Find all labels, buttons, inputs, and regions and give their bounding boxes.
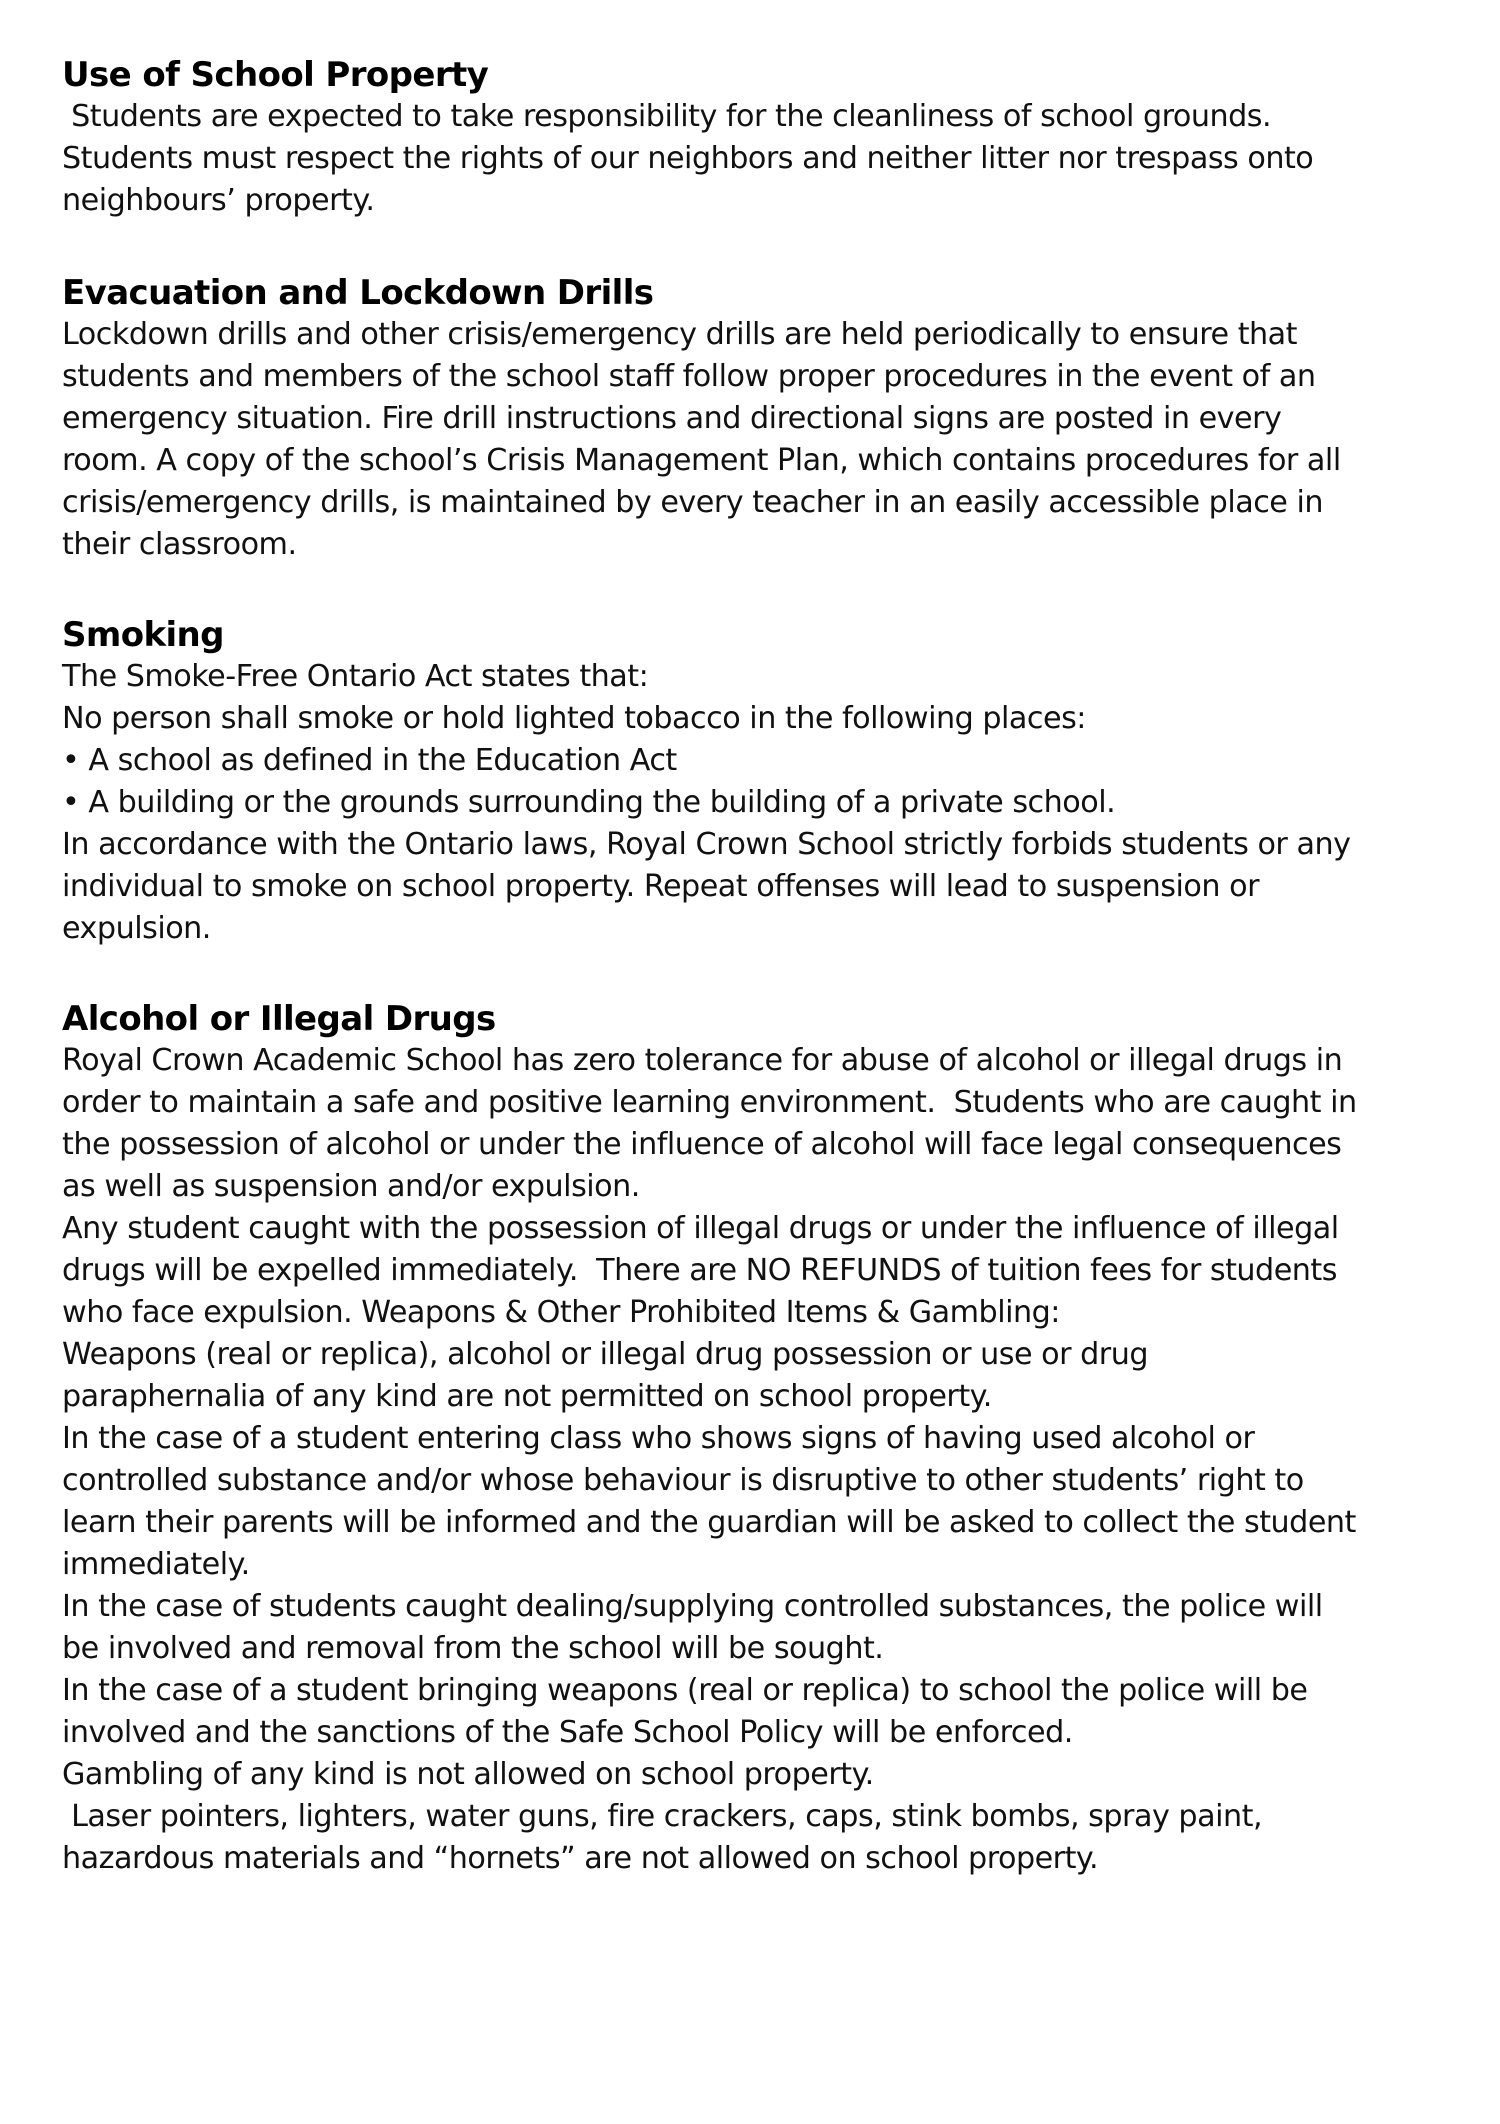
body-line: crisis/emergency drills, is maintained by every teacher in an easily accessible place in <box>62 485 1323 520</box>
body-line: • A school as defined in the Education Act <box>62 743 677 778</box>
body-line: neighbours’ property. <box>62 183 375 218</box>
body-line: controlled substance and/or whose behaviour is disruptive to other students’ right to <box>62 1463 1304 1498</box>
body-line: • A building or the grounds surrounding the building of a private school. <box>62 785 1116 820</box>
body-line: learn their parents will be informed and the guardian will be asked to collect the student <box>62 1505 1356 1540</box>
body-line: Laser pointers, lighters, water guns, fire crackers, caps, stink bombs, spray paint, <box>62 1799 1263 1834</box>
body-line: immediately. <box>62 1547 250 1582</box>
section-smoking <box>62 614 1462 950</box>
body-line: order to maintain a safe and positive learning environment. Students who are caught in <box>62 1085 1357 1120</box>
body-line: In accordance with the Ontario laws, Royal Crown School strictly forbids students or any <box>62 827 1351 862</box>
body-line: drugs will be expelled immediately. There are NO REFUNDS of tuition fees for students <box>62 1253 1337 1288</box>
section-body <box>62 96 1462 222</box>
section-body <box>62 656 1462 950</box>
body-line: The Smoke-Free Ontario Act states that: <box>62 659 649 694</box>
body-line: Lockdown drills and other crisis/emergency drills are held periodically to ensure that <box>62 317 1298 352</box>
body-line: the possession of alcohol or under the influence of alcohol will face legal consequences <box>62 1127 1342 1162</box>
body-line: In the case of students caught dealing/supplying controlled substances, the police will <box>62 1589 1323 1624</box>
section-alcohol-or-illegal-drugs <box>62 998 1462 1880</box>
body-line: In the case of a student entering class who shows signs of having used alcohol or <box>62 1421 1255 1456</box>
body-line: Royal Crown Academic School has zero tolerance for abuse of alcohol or illegal drugs in <box>62 1043 1343 1078</box>
body-line: hazardous materials and “hornets” are not allowed on school property. <box>62 1841 1099 1876</box>
body-line: Students must respect the rights of our neighbors and neither litter nor trespass onto <box>62 141 1314 176</box>
section-heading: Evacuation and Lockdown Drills <box>62 273 654 313</box>
body-line: be involved and removal from the school will be sought. <box>62 1631 884 1666</box>
body-line: their classroom. <box>62 527 297 562</box>
section-heading: Alcohol or Illegal Drugs <box>62 999 496 1039</box>
body-line: involved and the sanctions of the Safe School Policy will be enforced. <box>62 1715 1073 1750</box>
body-line: students and members of the school staff follow proper procedures in the event of an <box>62 359 1316 394</box>
body-line: individual to smoke on school property. Repeat offenses will lead to suspension or <box>62 869 1259 904</box>
body-line: who face expulsion. Weapons & Other Prohibited Items & Gambling: <box>62 1295 1060 1330</box>
section-heading: Use of School Property <box>62 55 489 95</box>
body-line: Weapons (real or replica), alcohol or illegal drug possession or use or drug <box>62 1337 1149 1372</box>
body-line: as well as suspension and/or expulsion. <box>62 1169 640 1204</box>
section-body <box>62 1040 1462 1880</box>
section-body <box>62 314 1462 566</box>
section-evacuation-and-lockdown-drills <box>62 272 1462 566</box>
body-line: Students are expected to take responsibility for the cleanliness of school grounds. <box>62 99 1272 134</box>
section-heading: Smoking <box>62 615 224 655</box>
section-use-of-school-property <box>62 54 1462 222</box>
body-line: paraphernalia of any kind are not permitted on school property. <box>62 1379 992 1414</box>
body-line: Any student caught with the possession of illegal drugs or under the influence of illegal <box>62 1211 1339 1246</box>
body-line: Gambling of any kind is not allowed on school property. <box>62 1757 874 1792</box>
body-line: No person shall smoke or hold lighted tobacco in the following places: <box>62 701 1086 736</box>
body-line: expulsion. <box>62 911 211 946</box>
body-line: In the case of a student bringing weapons (real or replica) to school the police will be <box>62 1673 1308 1708</box>
body-line: emergency situation. Fire drill instructions and directional signs are posted in every <box>62 401 1282 436</box>
body-line: room. A copy of the school’s Crisis Management Plan, which contains procedures for all <box>62 443 1341 478</box>
